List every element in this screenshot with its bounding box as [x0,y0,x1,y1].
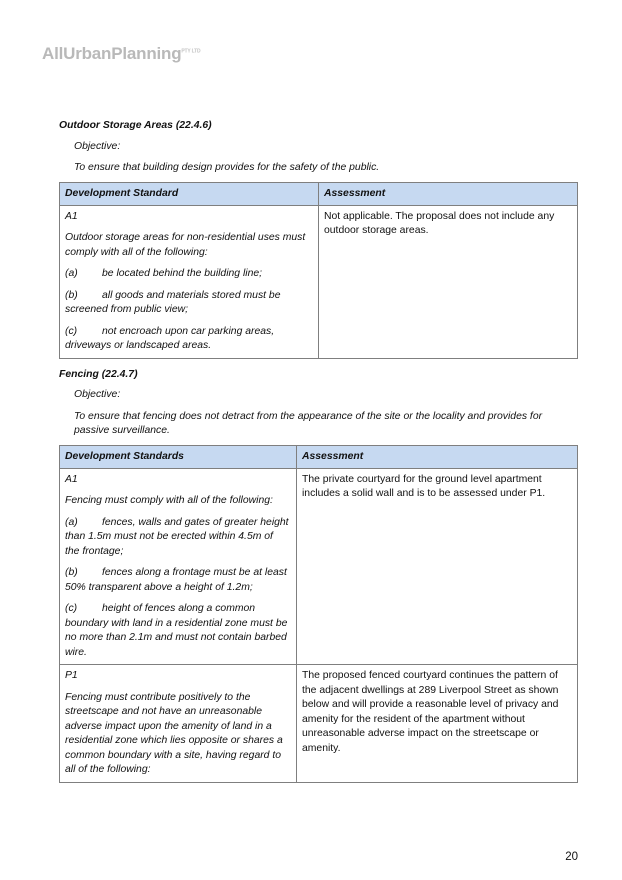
assessment-text: The private courtyard for the ground level apartment includes a solid wall and is to be assessed under P1. [302,473,546,499]
standard-item [65,566,290,595]
item-label: (b) [65,567,78,578]
outdoor-storage-table [59,182,578,359]
section-title-fencing: Fencing (22.4.7) [59,368,138,380]
standard-item [65,602,290,660]
standard-intro: Outdoor storage areas for non-residential uses must comply with all of the following: [65,232,306,258]
standard-cell [60,205,319,358]
standard-cell [60,468,297,665]
standard-item [65,267,312,282]
objective-text: To ensure that fencing does not detract from the appearance of the site or the locality and provides for passive surveillance. [74,410,543,436]
item-text: height of fences along a common boundary with land in a residential zone must be no more than 2.1m and must not contain barbed wire. [65,603,288,658]
item-label: (c) [65,603,78,614]
item-text: not encroach upon car parking areas, driveways or landscaped areas. [65,325,275,351]
assessment-text: Not applicable. The proposal does not include any outdoor storage areas. [324,210,555,236]
table-row [60,205,578,358]
item-label: (a) [65,516,78,528]
standard-item [65,516,290,560]
objective-label: Objective: [74,389,121,400]
page-number: 20 [565,851,578,863]
assessment-cell [297,468,578,665]
fencing-table [59,445,578,783]
item-text: fences, walls and gates of greater height than 1.5m must not be erected within 4.5m of the frontage; [65,516,289,557]
page-content [59,119,579,783]
table-header-row [60,445,578,468]
standard-code: P1 [65,670,78,681]
standard-code: A1 [65,210,78,222]
item-text: all goods and materials stored must be screened from public view; [65,289,281,315]
standard-intro: Fencing must contribute positively to the streetscape and not have an unreasonable adverse impact upon the amenity of land in a residential zone which lies opposite or shares a common boundary with a site, having regard to all of the following: [65,691,283,775]
col-header-assessment: Assessment [319,182,578,205]
item-label: (b) [65,289,78,301]
company-logo [42,44,200,64]
objective-label: Objective: [74,140,121,152]
standard-cell [60,665,297,783]
section-title-outdoor-storage: Outdoor Storage Areas (22.4.6) [59,120,212,131]
standard-item [65,289,312,318]
logo-text: AllUrbanPlanning [42,44,182,63]
col-header-standard: Development Standard [60,182,319,205]
logo-mark: PTY LTD [181,48,201,55]
assessment-cell [297,665,578,783]
table-header-row [60,182,578,205]
standard-item [65,325,312,354]
assessment-cell [319,205,578,358]
item-label: (a) [65,268,78,279]
assessment-text: The proposed fenced courtyard continues the pattern of the adjacent dwellings at 289 Liverpool Street as shown below and will provide a reasonable level of privacy and amenity for the resident of the apartment without unreasonable adverse impact on the streetscape or amenity. [302,670,559,754]
col-header-assessment: Assessment [297,445,578,468]
item-text: be located behind the building line; [102,268,263,279]
col-header-standards: Development Standards [60,445,297,468]
objective-text: To ensure that building design provides for the safety of the public. [74,162,380,173]
table-row [60,468,578,665]
item-label: (c) [65,325,78,337]
item-text: fences along a frontage must be at least 50% transparent above a height of 1.2m; [65,567,287,593]
standard-intro: Fencing must comply with all of the following: [65,495,273,506]
table-row [60,665,578,783]
standard-code: A1 [65,473,78,485]
